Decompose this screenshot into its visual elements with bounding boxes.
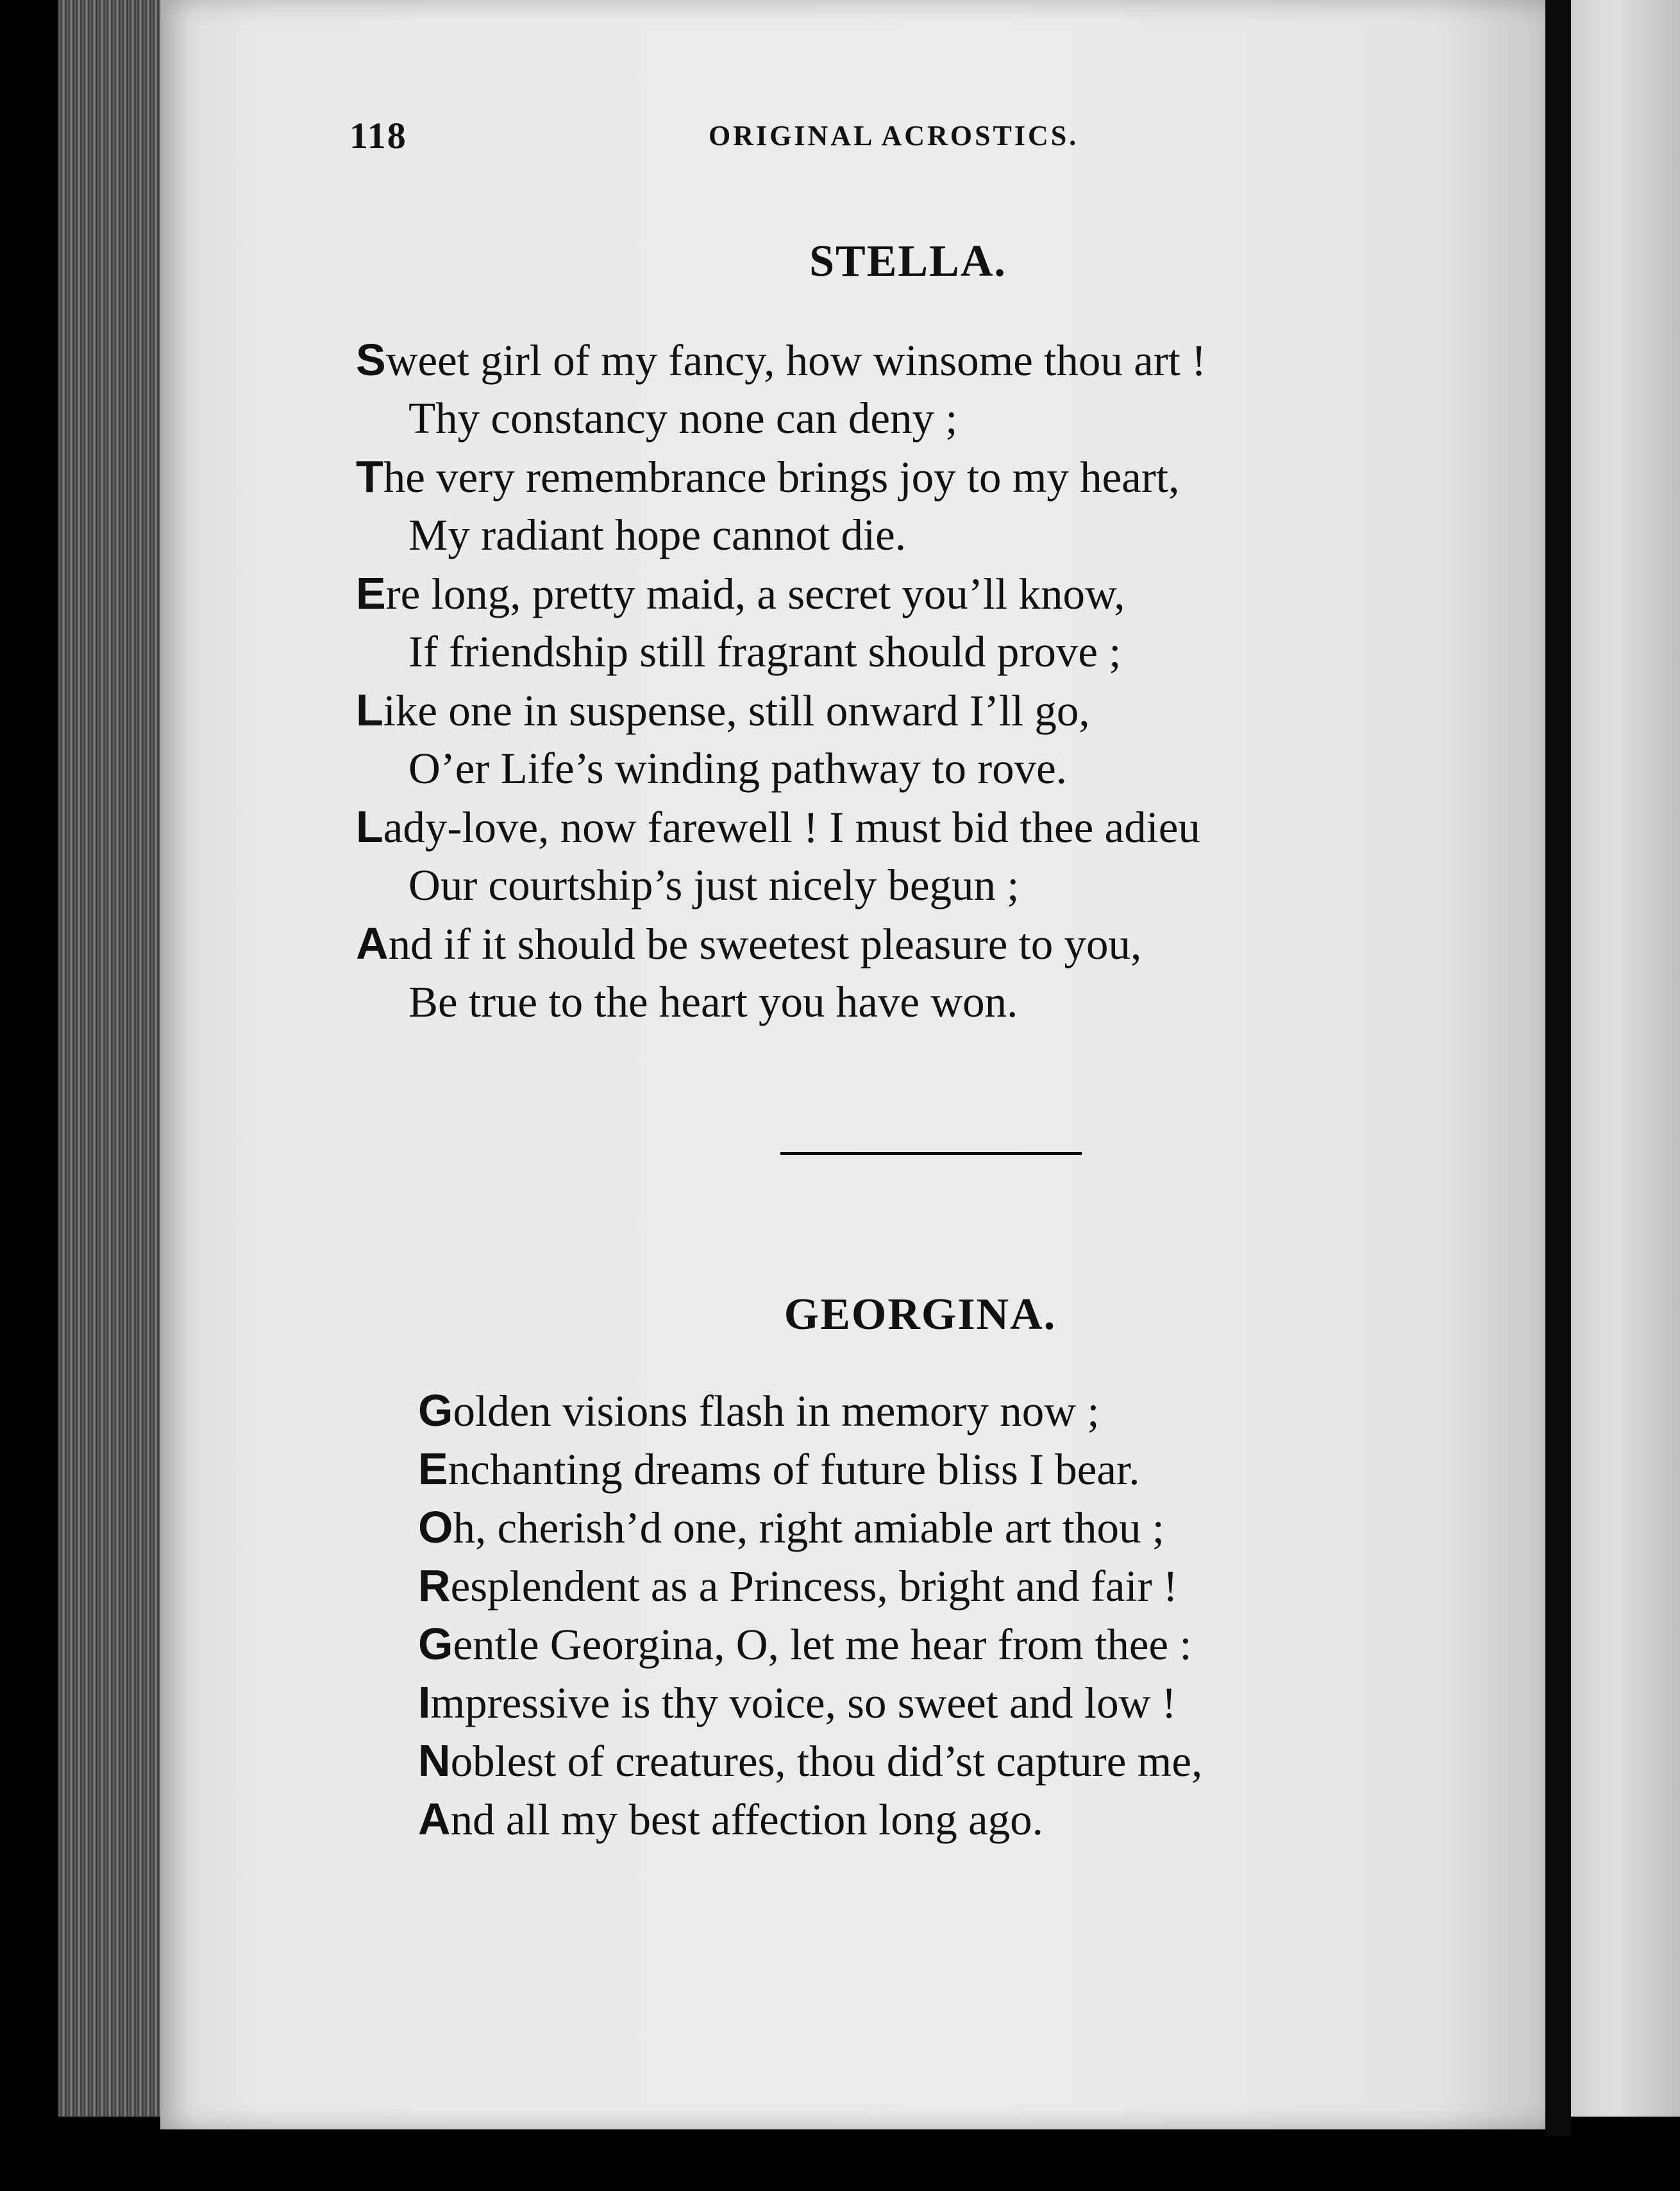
acrostic-initial: E [356, 568, 386, 618]
acrostic-initial: L [356, 802, 383, 852]
line-text: nd all my best affection long ago. [450, 1795, 1043, 1844]
poem-title-georgina: GEORGINA. [784, 1290, 1057, 1339]
acrostic-initial: G [418, 1619, 453, 1669]
page-number: 118 [349, 115, 407, 156]
acrostic-initial: A [356, 918, 389, 969]
poem-line [418, 1615, 1431, 1673]
line-text: esplendent as a Princess, bright and fair ! [450, 1562, 1178, 1611]
line-text: O’er Life’s winding pathway to rove. [408, 744, 1068, 793]
line-text: re long, pretty maid, a secret you’ll know, [385, 570, 1125, 618]
acrostic-initial: E [418, 1444, 448, 1494]
line-text: olden visions flash in memory now ; [453, 1387, 1100, 1435]
line-text: Be true to the heart you have won. [408, 977, 1018, 1026]
line-text: Thy constancy none can deny ; [408, 394, 958, 443]
poem-line [418, 1557, 1431, 1615]
poem-line [418, 1382, 1431, 1440]
line-text: nd if it should be sweetest pleasure to you, [388, 920, 1142, 969]
line-text: weet girl of my fancy, how winsome thou art ! [385, 336, 1207, 385]
line-text: nchanting dreams of future bliss I bear. [448, 1445, 1140, 1494]
line-text: oblest of creatures, thou did’st capture me, [450, 1737, 1203, 1786]
poem-line [418, 1673, 1431, 1732]
poem-line [356, 389, 1446, 448]
poem-line [418, 1440, 1431, 1498]
poem-line [418, 1790, 1431, 1848]
poem-line [356, 448, 1446, 506]
line-text: ike one in suspense, still onward I’ll go, [383, 686, 1090, 735]
section-divider-rule [780, 1152, 1082, 1155]
line-text: My radiant hope cannot die. [408, 511, 907, 559]
poem-line [356, 331, 1446, 389]
acrostic-initial: S [356, 335, 386, 385]
line-text: entle Georgina, O, let me hear from thee : [453, 1620, 1192, 1669]
line-text: mpressive is thy voice, so sweet and low ! [430, 1679, 1177, 1727]
line-text: Our courtship’s just nicely begun ; [408, 861, 1020, 909]
line-text: ady-love, now farewell ! I must bid thee adieu [383, 803, 1200, 852]
acrostic-initial: O [418, 1502, 453, 1552]
acrostic-initial: I [418, 1677, 431, 1727]
acrostic-initial: R [418, 1561, 451, 1611]
line-text: If friendship still fragrant should prove ; [408, 627, 1121, 676]
poem-line [356, 798, 1446, 856]
poem-line [356, 564, 1446, 623]
poem-title-stella: STELLA. [809, 237, 1007, 286]
adjacent-page-edge [1571, 0, 1680, 2117]
acrostic-initial: T [356, 452, 383, 502]
poem-line [356, 856, 1446, 915]
poem-line [356, 506, 1446, 564]
acrostic-initial: A [418, 1794, 451, 1844]
acrostic-initial: N [418, 1736, 451, 1786]
acrostic-initial: G [418, 1385, 453, 1435]
acrostic-initial: L [356, 685, 383, 735]
poem-georgina [418, 1382, 1431, 1848]
line-text: h, cherish’d one, right amiable art thou ; [453, 1503, 1164, 1552]
poem-line [356, 681, 1446, 740]
poem-stella [356, 331, 1446, 1031]
poem-line [356, 915, 1446, 973]
poem-line [356, 740, 1446, 798]
poem-line [356, 973, 1446, 1031]
poem-line [418, 1732, 1431, 1790]
poem-line [418, 1498, 1431, 1557]
poem-line [356, 623, 1446, 681]
book-gutter [1545, 0, 1571, 2136]
line-text: he very remembrance brings joy to my heart, [383, 453, 1180, 502]
running-title: ORIGINAL ACROSTICS. [709, 120, 1079, 151]
running-head [349, 114, 1119, 159]
